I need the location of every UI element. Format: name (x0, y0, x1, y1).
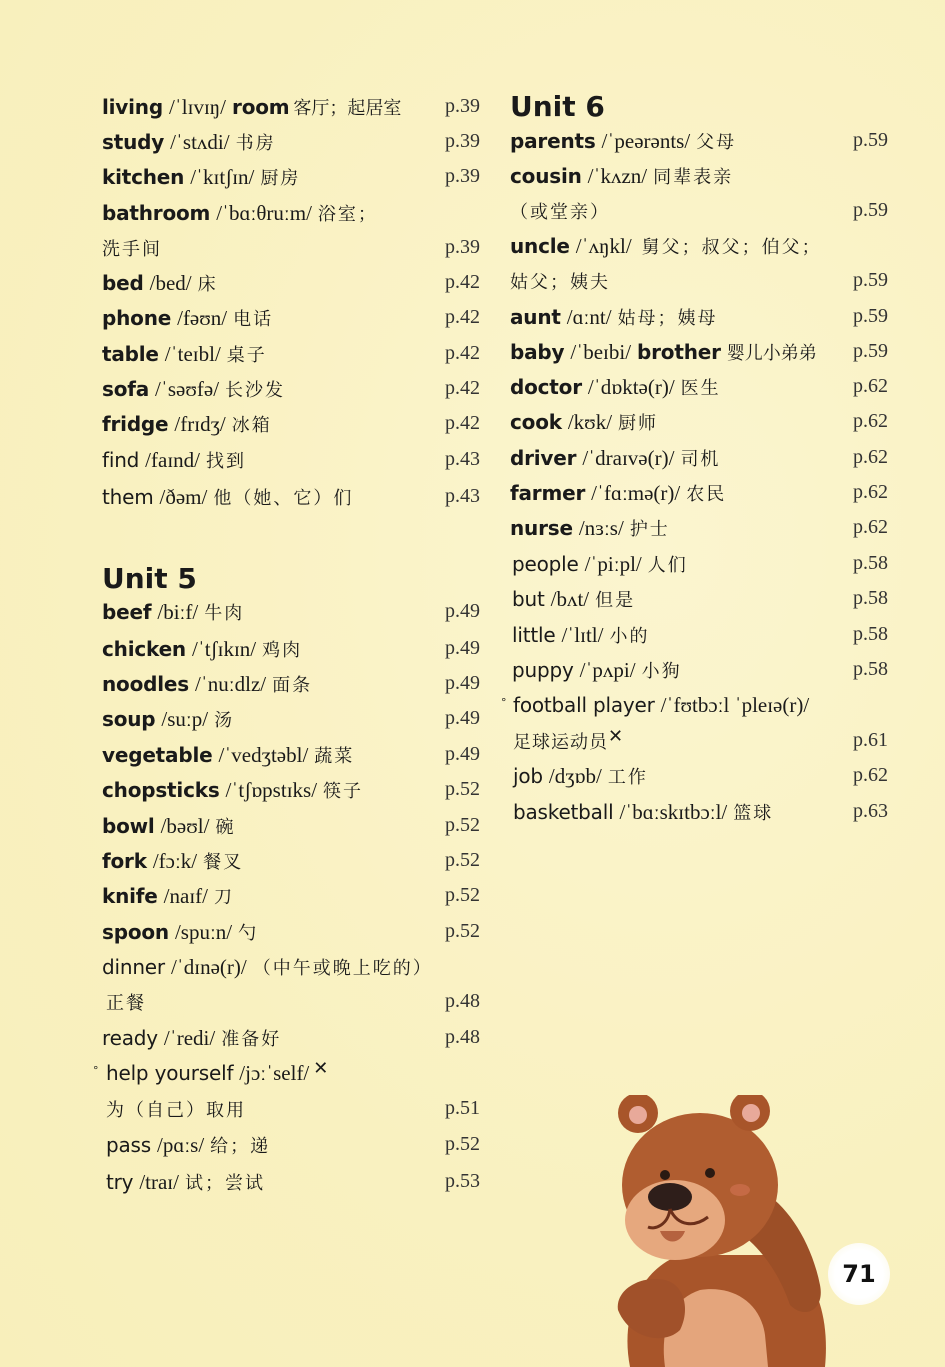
phonetic: /jɔːˈself/ (239, 1061, 310, 1085)
vocab-row (102, 1020, 480, 1055)
page-ref: p.59 (853, 199, 888, 221)
page-ref: p.42 (445, 306, 480, 328)
word: but (512, 586, 545, 611)
translation: 农民 (686, 483, 727, 505)
translation: 书房 (235, 132, 276, 154)
page-ref: p.52 (445, 920, 480, 942)
phonetic: /ˈpiːpl/ (584, 551, 642, 576)
word: chopsticks (102, 777, 220, 802)
cross-mark-icon: ✕ (608, 725, 624, 747)
vocab-row (102, 1164, 480, 1199)
translation: 姑母；姨母 (617, 307, 718, 329)
translation: （或堂亲） (510, 201, 610, 223)
translation: 床 (197, 273, 218, 295)
page-ref: p.48 (445, 990, 480, 1012)
page-ref: p.61 (853, 729, 888, 751)
vocab-row (510, 440, 888, 475)
translation: 找到 (206, 450, 246, 472)
phonetic: /ˈteɪbl/ (164, 341, 221, 366)
translation: 碗 (215, 816, 236, 838)
word: farmer (510, 480, 586, 505)
translation: 小的 (609, 625, 650, 647)
bullet-marker: ° (93, 1064, 99, 1077)
page-ref: p.53 (445, 1170, 480, 1192)
vocab-row (102, 631, 480, 666)
word: knife (102, 883, 158, 908)
translation: 浴室； (317, 203, 378, 225)
word: table (102, 341, 159, 366)
vocab-row (102, 265, 480, 300)
word: puppy (512, 657, 574, 682)
phonetic: /ˈdɒktə(r)/ (587, 374, 675, 399)
vocab-row (102, 594, 480, 629)
page-ref: p.52 (445, 1133, 480, 1155)
phonetic: /ˈnuːdlz/ (194, 671, 267, 696)
translation: 刀 (214, 886, 234, 908)
vocab-row (102, 701, 480, 736)
vocab-row (102, 124, 480, 159)
page-ref: p.59 (853, 129, 888, 151)
word: job (513, 763, 543, 788)
phonetic: /ˈdraɪvə(r)/ (582, 445, 675, 470)
word: little (512, 622, 556, 647)
vocab-row (102, 1127, 480, 1162)
page-ref: p.49 (445, 637, 480, 659)
phonetic: /ˈʌŋkl/ (575, 233, 632, 258)
page-ref: p.62 (853, 481, 888, 503)
translation: （中午或晚上吃的） (252, 957, 433, 979)
unit-6-heading: Unit 6 (510, 90, 605, 123)
translation: 小狗 (641, 660, 682, 682)
page-ref: p.42 (445, 342, 480, 364)
word: pass (106, 1132, 151, 1157)
word: dinner (102, 954, 165, 979)
word: basketball (513, 799, 614, 824)
phonetic: /biːf/ (157, 599, 199, 624)
translation: 鸡肉 (262, 639, 303, 661)
word: football player (513, 693, 655, 717)
word: bed (102, 270, 144, 295)
word: driver (510, 445, 577, 470)
word: study (102, 129, 165, 154)
phonetic: /pɑːs/ (157, 1132, 205, 1157)
page-ref: p.59 (853, 269, 888, 291)
translation: 面条 (272, 674, 313, 696)
page-ref: p.52 (445, 884, 480, 906)
page-ref: p.42 (445, 271, 480, 293)
page-ref: p.48 (445, 1026, 480, 1048)
translation: 医生 (680, 377, 721, 399)
phonetic: /ˈtʃɪkɪn/ (191, 636, 257, 661)
vocab-row (510, 158, 888, 193)
translation: 婴儿小弟弟 (726, 342, 817, 364)
page-ref: p.58 (853, 587, 888, 609)
word: soup (102, 706, 156, 731)
phonetic: /frɪdʒ/ (174, 411, 226, 436)
translation: 但是 (595, 589, 636, 611)
word: doctor (510, 374, 582, 399)
phonetic: /ˈdɪnə(r)/ (170, 954, 247, 979)
phonetic: /ˈstʌdi/ (170, 129, 230, 154)
page-ref: p.62 (853, 446, 888, 468)
translation: 给；递 (210, 1135, 271, 1157)
word: living (102, 94, 163, 119)
translation: 桌子 (226, 344, 267, 366)
translation: 厨房 (260, 167, 301, 189)
translation: 篮球 (733, 802, 774, 824)
page-number-badge: 71 (828, 1243, 890, 1305)
vocab-row (510, 758, 888, 793)
phonetic: /naɪf/ (163, 883, 208, 908)
vocab-row (93, 1056, 480, 1091)
page-ref: p.58 (853, 623, 888, 645)
page-ref: p.43 (445, 448, 480, 470)
page-ref: p.62 (853, 375, 888, 397)
phonetic: /ˈpʌpi/ (579, 657, 636, 682)
translation: 司机 (680, 448, 721, 470)
vocab-row (510, 794, 888, 829)
word: sofa (102, 376, 150, 401)
translation: 客厅；起居室 (293, 97, 402, 119)
word: phone (102, 305, 172, 330)
vocab-row-continuation (510, 193, 888, 228)
vocab-row (510, 546, 888, 581)
page-ref: p.42 (445, 377, 480, 399)
page-ref: p.49 (445, 707, 480, 729)
phonetic: /ɑːnt/ (566, 304, 612, 329)
translation: 筷子 (323, 780, 364, 802)
vocab-row (102, 336, 480, 371)
translation: 足球运动员 (513, 731, 608, 753)
vocab-row (510, 617, 888, 652)
phonetic: /ˈbɑːθruːm/ (216, 200, 312, 225)
translation: 汤 (214, 709, 235, 731)
vocab-row-continuation (510, 723, 888, 758)
vocab-row-continuation (102, 984, 480, 1019)
vocab-row (102, 843, 480, 878)
translation: 他（她、它）们 (213, 487, 354, 509)
translation: 餐叉 (203, 851, 244, 873)
word: them (102, 484, 154, 509)
word: bathroom (102, 200, 211, 225)
page-ref: p.43 (445, 485, 480, 507)
translation: 为（自己）取用 (106, 1099, 246, 1121)
page-ref: p.59 (853, 305, 888, 327)
word: vegetable (102, 742, 213, 767)
translation: 姑父；姨夫 (510, 271, 610, 293)
vocab-row (102, 159, 480, 194)
phonetic: /ˈkʌzn/ (587, 163, 648, 188)
vocab-row (510, 334, 888, 369)
vocab-row (102, 442, 480, 477)
translation: 牛肉 (204, 602, 245, 624)
phonetic: /ˈsəʊfə/ (155, 376, 220, 401)
word: kitchen (102, 164, 185, 189)
phonetic: /ˈpeərənts/ (601, 128, 691, 153)
word: try (106, 1169, 134, 1194)
phonetic: /ˈbeɪbi/ (570, 339, 632, 364)
word: spoon (102, 919, 169, 944)
phonetic: /ˈvedʒtəbl/ (218, 742, 309, 767)
phonetic: /bʌt/ (550, 586, 590, 611)
word: aunt (510, 304, 561, 329)
vocab-row (102, 808, 480, 843)
word: fridge (102, 411, 169, 436)
word: brother (637, 339, 721, 364)
page-ref: p.59 (853, 340, 888, 362)
bullet-marker: ° (501, 696, 507, 709)
vocab-row (102, 300, 480, 335)
phonetic: /fəʊn/ (177, 305, 228, 330)
vocab-row (102, 371, 480, 406)
translation: 试；尝试 (184, 1172, 265, 1194)
page-ref: p.51 (445, 1097, 480, 1119)
vocab-row (510, 369, 888, 404)
phonetic: /traɪ/ (139, 1169, 179, 1194)
translation: 正餐 (106, 992, 146, 1014)
word: cook (510, 409, 562, 434)
phonetic: /nɜːs/ (578, 515, 624, 540)
page-ref: p.62 (853, 516, 888, 538)
page-ref: p.49 (445, 743, 480, 765)
page-ref: p.49 (445, 600, 480, 622)
word: baby (510, 339, 565, 364)
phonetic: /ˈtʃɒpstɪks/ (225, 777, 318, 802)
translation: 电话 (233, 308, 274, 330)
vocab-row-continuation (102, 1091, 480, 1126)
vocab-row (102, 772, 480, 807)
word: help yourself (106, 1061, 234, 1085)
word: cousin (510, 163, 582, 188)
page-ref: p.58 (853, 552, 888, 574)
bear-illustration-icon (610, 1095, 840, 1367)
page-ref: p.52 (445, 814, 480, 836)
vocab-row (102, 914, 480, 949)
page-ref: p.39 (445, 236, 480, 258)
translation: 同辈表亲 (653, 166, 734, 188)
page-ref: p.39 (445, 165, 480, 187)
vocab-row (102, 666, 480, 701)
vocab-row-continuation (102, 230, 480, 265)
translation: 护士 (629, 518, 670, 540)
page-ref: p.49 (445, 672, 480, 694)
translation: 厨师 (618, 412, 659, 434)
unit-5-heading: Unit 5 (102, 562, 197, 595)
page-ref: p.63 (853, 800, 888, 822)
vocab-row (510, 475, 888, 510)
word: room (232, 94, 290, 119)
phonetic: /bed/ (149, 270, 192, 295)
phonetic: /ˈfʊtbɔːl ˈpleɪə(r)/ (660, 693, 810, 717)
page-ref: p.39 (445, 95, 480, 117)
phonetic: /ˈlɪvɪŋ/ (168, 94, 227, 119)
phonetic: /kʊk/ (567, 409, 613, 434)
vocab-row (510, 299, 888, 334)
word: noodles (102, 671, 189, 696)
phonetic: /dʒɒb/ (548, 763, 602, 788)
page-ref: p.39 (445, 130, 480, 152)
translation: 工作 (607, 766, 648, 788)
word: find (102, 447, 140, 472)
phonetic: /suːp/ (161, 706, 209, 731)
phonetic: /ˈlɪtl/ (561, 622, 604, 647)
vocab-row (510, 228, 888, 263)
phonetic: /bəʊl/ (160, 813, 210, 838)
word: beef (102, 599, 152, 624)
vocab-row (102, 737, 480, 772)
translation: 准备好 (221, 1028, 282, 1050)
page-ref: p.62 (853, 410, 888, 432)
vocab-row (102, 195, 480, 230)
translation: 蔬菜 (314, 745, 355, 767)
word: ready (102, 1025, 158, 1050)
translation: 人们 (647, 554, 688, 576)
vocab-row (510, 123, 888, 158)
phonetic: /ðəm/ (159, 484, 208, 509)
vocab-row (102, 479, 480, 514)
vocab-row (501, 688, 888, 723)
page-ref: p.62 (853, 764, 888, 786)
phonetic: /ˈbɑːskɪtbɔːl/ (619, 799, 728, 824)
word: chicken (102, 636, 186, 661)
vocab-row (102, 878, 480, 913)
vocab-row (510, 652, 888, 687)
translation: 洗手间 (102, 238, 162, 260)
translation: 长沙发 (225, 379, 286, 401)
word: nurse (510, 515, 573, 540)
translation: 舅父；叔父；伯父； (641, 236, 822, 258)
phonetic: /ˈredi/ (163, 1025, 216, 1050)
word: bowl (102, 813, 155, 838)
page-ref: p.52 (445, 778, 480, 800)
phonetic: /fɔːk/ (152, 848, 198, 873)
page-ref: p.52 (445, 849, 480, 871)
vocab-row (510, 404, 888, 439)
cross-mark-icon: ✕ (313, 1058, 329, 1079)
vocab-row-continuation (510, 263, 888, 298)
translation: 勺 (238, 922, 259, 944)
word: uncle (510, 233, 570, 258)
word: fork (102, 848, 147, 873)
translation: 冰箱 (231, 414, 272, 436)
phonetic: /faɪnd/ (145, 447, 200, 472)
word: parents (510, 128, 596, 153)
vocab-row (102, 949, 480, 984)
page-ref: p.42 (445, 412, 480, 434)
vocab-row (102, 406, 480, 441)
vocab-row (510, 510, 888, 545)
vocab-row (510, 581, 888, 616)
vocab-row (102, 89, 480, 124)
phonetic: /ˈfɑːmə(r)/ (591, 480, 681, 505)
translation: 父母 (696, 131, 737, 153)
phonetic: /spuːn/ (174, 919, 233, 944)
page-ref: p.58 (853, 658, 888, 680)
word: people (512, 551, 579, 576)
phonetic: /ˈkɪtʃɪn/ (190, 164, 255, 189)
